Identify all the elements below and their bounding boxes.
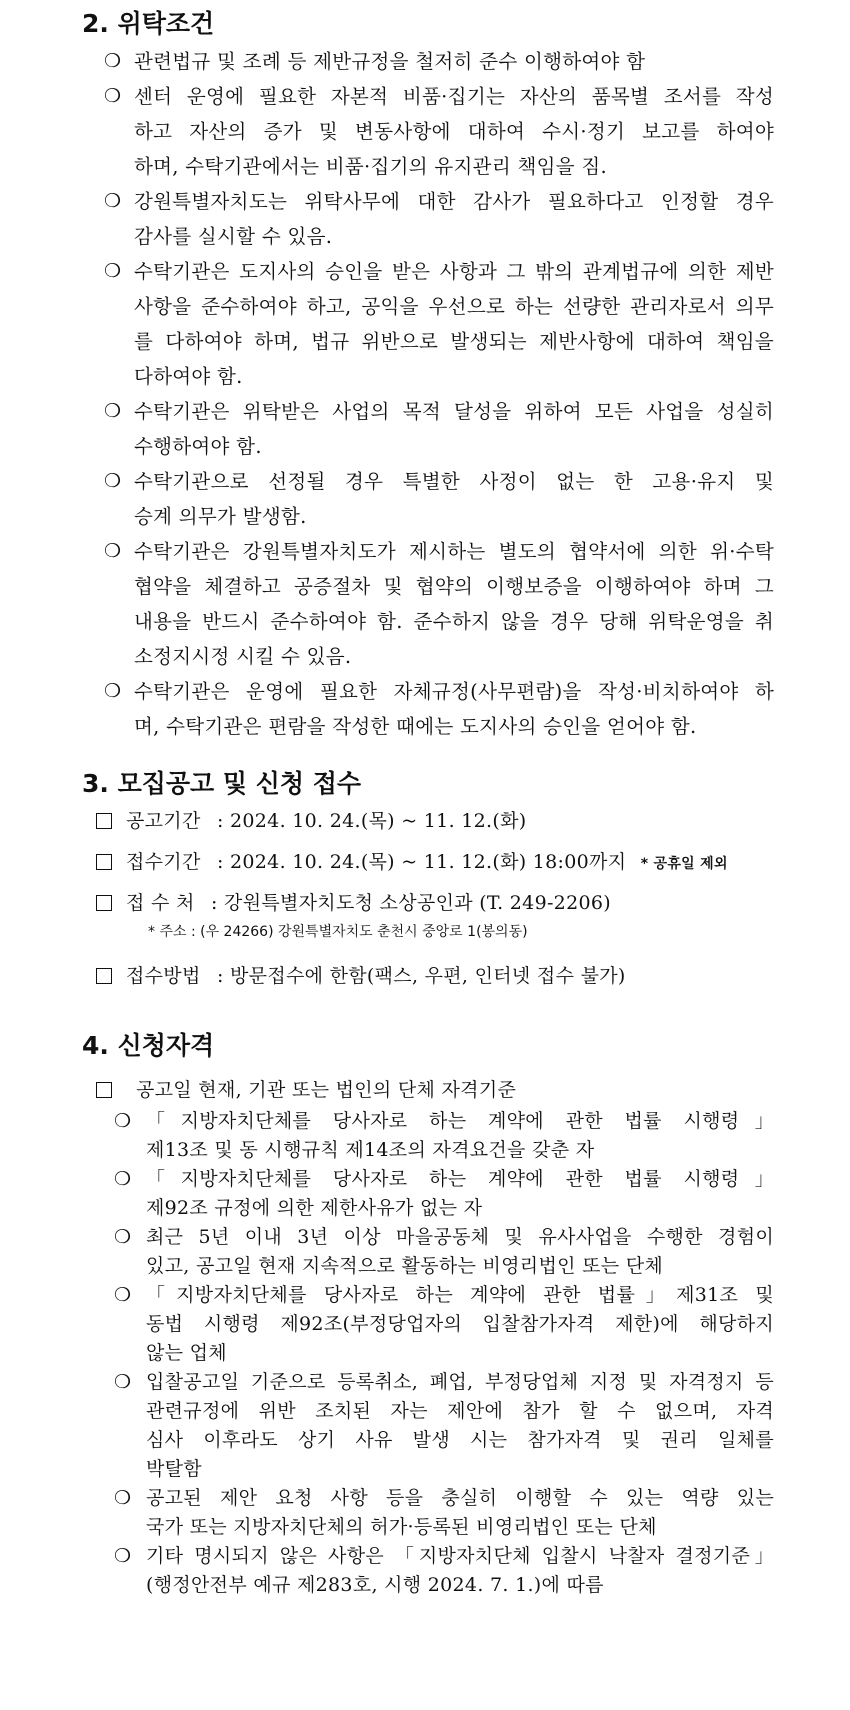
list-item-line: 다하여야 함. xyxy=(134,365,243,388)
list-item-line: 감사를 실시할 수 있음. xyxy=(134,225,333,248)
list-item-line: 를 다하여야 하며, 법규 위반으로 발생되는 제반사항에 대하여 책임을 xyxy=(134,330,774,353)
receipt-method-value: : 방문접수에 한함(팩스, 우편, 인터넷 접수 불가) xyxy=(216,965,626,987)
list-item-line: 수탁기관은 위탁받은 사업의 목적 달성을 위하여 모든 사업을 성실히 xyxy=(134,400,774,423)
checkbox-square-icon xyxy=(96,854,112,870)
list-item-line: 있고, 공고일 현재 지속적으로 활동하는 비영리법인 또는 단체 xyxy=(146,1255,664,1277)
list-item xyxy=(134,674,774,744)
checkbox-square-icon xyxy=(96,968,112,984)
list-item-line: 심사 이후라도 상기 사유 발생 시는 참가자격 및 권리 일체를 xyxy=(146,1429,774,1451)
receipt-method-row xyxy=(126,961,626,991)
circle-bullet-icon: ❍ xyxy=(104,400,122,422)
receipt-place-row xyxy=(126,888,611,918)
list-item-line: 박탈함 xyxy=(146,1458,202,1480)
list-item-line: 「지방자치단체를 당사자로 하는 계약에 관한 법률」제31조 및 xyxy=(146,1284,774,1306)
list-item-line: 관련법규 및 조례 등 제반규정을 철저히 준수 이행하여야 함 xyxy=(134,50,646,73)
receipt-place-value: : 강원특별자치도청 소상공인과 (T. 249-2206) xyxy=(211,892,611,914)
section-4-title: 4. 신청자격 xyxy=(82,1031,215,1060)
list-item xyxy=(146,1542,774,1600)
list-item-line: 하며, 수탁기관에서는 비품·집기의 유지관리 책임을 짐. xyxy=(134,155,608,178)
list-item xyxy=(134,394,774,464)
list-item-line: 수탁기관으로 선정될 경우 특별한 사정이 없는 한 고용·유지 및 xyxy=(134,470,774,493)
receipt-method-label: 접수방법 xyxy=(126,965,201,987)
list-item xyxy=(146,1368,774,1484)
list-item-line: 하고 자산의 증가 및 변동사항에 대하여 수시·정기 보고를 하여야 xyxy=(134,120,774,143)
list-item xyxy=(134,254,774,394)
list-item-line: 국가 또는 지방자치단체의 허가·등록된 비영리법인 또는 단체 xyxy=(146,1516,657,1538)
list-item xyxy=(134,44,774,79)
circle-bullet-icon: ❍ xyxy=(104,540,122,562)
address-note: * 주소 : (우 24266) 강원특별자치도 춘천시 중앙로 1(봉의동) xyxy=(148,924,528,940)
list-item-line: 승계 의무가 발생함. xyxy=(134,505,307,528)
circle-bullet-icon: ❍ xyxy=(104,190,122,212)
receipt-period-label: 접수기간 xyxy=(126,851,201,873)
circle-bullet-icon: ❍ xyxy=(104,85,122,107)
list-item xyxy=(146,1484,774,1542)
list-item-line: 제92조 규정에 의한 제한사유가 없는 자 xyxy=(146,1197,483,1219)
list-item-line: (행정안전부 예규 제283호, 시행 2024. 7. 1.)에 따름 xyxy=(146,1574,604,1596)
list-item-line: 공고된 제안 요청 사항 등을 충실히 이행할 수 있는 역량 있는 xyxy=(146,1487,774,1509)
list-item-line: 협약을 체결하고 공증절차 및 협약의 이행보증을 이행하여야 하며 그 xyxy=(134,575,774,598)
list-item-line: 수탁기관은 강원특별자치도가 제시하는 별도의 협약서에 의한 위·수탁 xyxy=(134,540,774,563)
qualification-criteria: 공고일 현재, 기관 또는 법인의 단체 자격기준 xyxy=(136,1079,517,1101)
list-item xyxy=(146,1281,774,1368)
list-item-line: 제13조 및 동 시행규칙 제14조의 자격요건을 갖춘 자 xyxy=(146,1139,595,1161)
list-item xyxy=(146,1223,774,1281)
circle-bullet-icon: ❍ xyxy=(104,260,122,282)
circle-bullet-icon: ❍ xyxy=(114,1110,132,1132)
checkbox-square-icon xyxy=(96,1082,112,1098)
list-item-line: 수탁기관은 운영에 필요한 자체규정(사무편람)을 작성·비치하여야 하 xyxy=(134,680,774,703)
list-item-line: 수행하여야 함. xyxy=(134,435,262,458)
list-item-line: 사항을 준수하여야 하고, 공익을 우선으로 하는 선량한 관리자로서 의무 xyxy=(134,295,774,318)
list-item-line: 동법 시행령 제92조(부정당업자의 입찰참가자격 제한)에 해당하지 xyxy=(146,1313,774,1335)
list-item xyxy=(146,1107,774,1165)
circle-bullet-icon: ❍ xyxy=(104,680,122,702)
list-item-line: 않는 업체 xyxy=(146,1342,227,1364)
receipt-period-row xyxy=(126,847,728,879)
checkbox-square-icon xyxy=(96,813,112,829)
list-item xyxy=(134,464,774,534)
list-item xyxy=(134,79,774,184)
list-item-line: 기타 명시되지 않은 사항은 「지방자치단체 입찰시 낙찰자 결정기준」 xyxy=(146,1545,774,1567)
list-item xyxy=(146,1165,774,1223)
list-item-line: 최근 5년 이내 3년 이상 마을공동체 및 유사사업을 수행한 경험이 xyxy=(146,1226,774,1248)
list-item xyxy=(134,534,774,674)
circle-bullet-icon: ❍ xyxy=(114,1545,132,1567)
list-item-line: 「지방자치단체를 당사자로 하는 계약에 관한 법률 시행령」 xyxy=(146,1168,774,1190)
list-item-line: 강원특별자치도는 위탁사무에 대한 감사가 필요하다고 인정할 경우 xyxy=(134,190,774,213)
list-item-line: 입찰공고일 기준으로 등록취소, 폐업, 부정당업체 지정 및 자격정지 등 xyxy=(146,1371,774,1393)
list-item-line: 소정지시정 시킬 수 있음. xyxy=(134,645,352,668)
list-item-line: 며, 수탁기관은 편람을 작성한 때에는 도지사의 승인을 얻어야 함. xyxy=(134,715,697,738)
notice-period-label: 공고기간 xyxy=(126,810,201,832)
circle-bullet-icon: ❍ xyxy=(114,1284,132,1306)
notice-period-row xyxy=(126,806,526,836)
checkbox-square-icon xyxy=(96,895,112,911)
circle-bullet-icon: ❍ xyxy=(114,1371,132,1393)
list-item-line: 관련규정에 위반 조치된 자는 제안에 참가 할 수 없으며, 자격 xyxy=(146,1400,774,1422)
receipt-period-value: : 2024. 10. 24.(목) ~ 11. 12.(화) 18:00까지 xyxy=(216,851,627,873)
circle-bullet-icon: ❍ xyxy=(114,1168,132,1190)
list-item-line: 센터 운영에 필요한 자본적 비품·집기는 자산의 품목별 조서를 작성 xyxy=(134,85,774,108)
list-item-line: 내용을 반드시 준수하여야 함. 준수하지 않을 경우 당해 위탁운영을 취 xyxy=(134,610,774,633)
notice-period-value: : 2024. 10. 24.(목) ~ 11. 12.(화) xyxy=(216,810,527,832)
circle-bullet-icon: ❍ xyxy=(104,50,122,72)
holiday-note: * 공휴일 제외 xyxy=(640,856,728,872)
circle-bullet-icon: ❍ xyxy=(114,1487,132,1509)
circle-bullet-icon: ❍ xyxy=(114,1226,132,1248)
circle-bullet-icon: ❍ xyxy=(104,470,122,492)
section-2-title: 2. 위탁조건 xyxy=(82,9,215,38)
section-3-title: 3. 모집공고 및 신청 접수 xyxy=(82,769,362,798)
list-item-line: 「지방자치단체를 당사자로 하는 계약에 관한 법률 시행령」 xyxy=(146,1110,774,1132)
list-item-line: 수탁기관은 도지사의 승인을 받은 사항과 그 밖의 관계법규에 의한 제반 xyxy=(134,260,774,283)
list-item xyxy=(134,184,774,254)
receipt-place-label: 접 수 처 xyxy=(126,892,195,914)
